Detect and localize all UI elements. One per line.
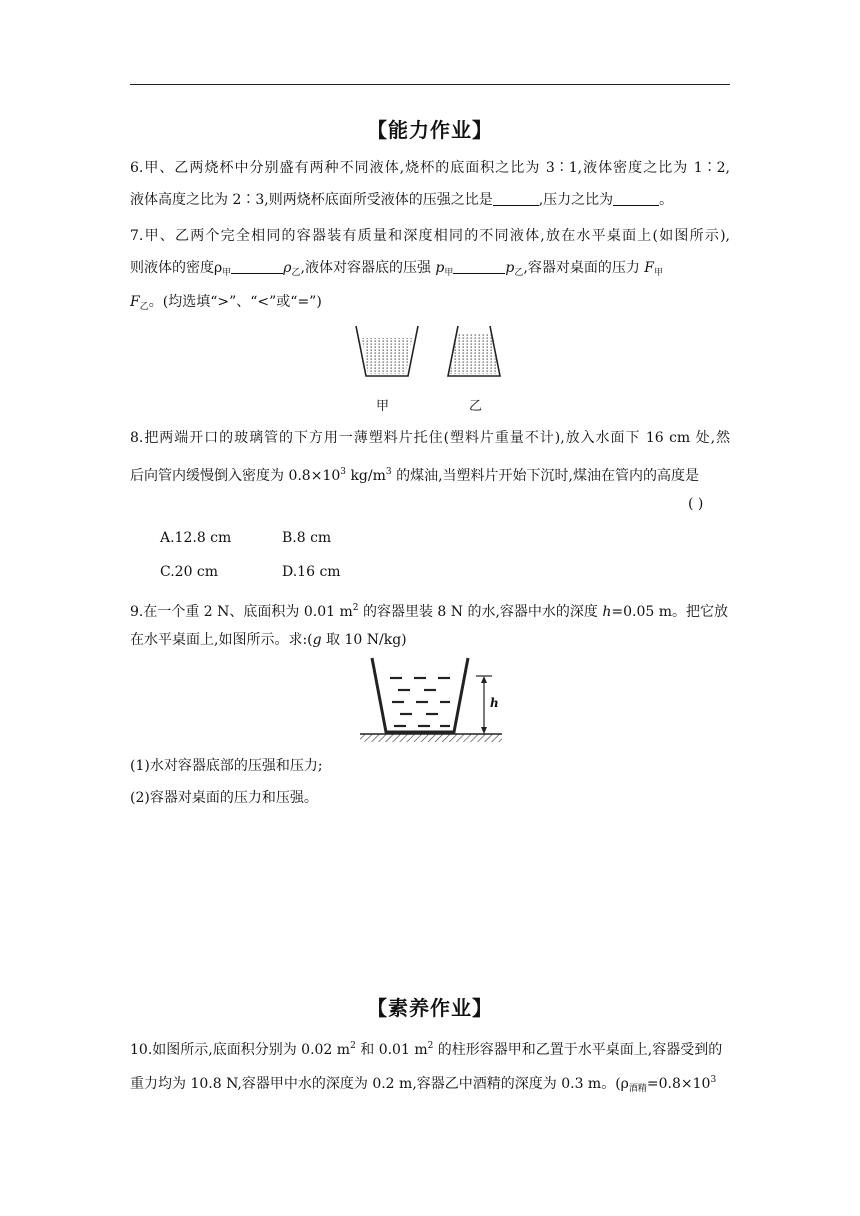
q7-sub-jia: 甲	[222, 268, 232, 278]
q7-p-symbol-2: p	[505, 260, 515, 276]
q10-text-d: 重力均为 10.8 N,容器甲中水的深度为 0.2 m,容器乙中酒精的深度为 0.3 m。(ρ	[130, 1076, 629, 1092]
q10-sub-alcohol: 酒精	[628, 1084, 647, 1094]
q9-part-2: (2)容器对桌面的压力和压强。	[130, 790, 318, 806]
q8-option-d[interactable]: D.16 cm	[282, 564, 341, 580]
q9-figure	[358, 656, 504, 748]
q7-sub-yi-2: 乙	[514, 268, 524, 278]
q7-sub-jia-2: 甲	[444, 268, 454, 278]
caption-jia: 甲	[376, 399, 390, 414]
q7-sub-yi-3: 乙	[139, 302, 149, 312]
q8-text-b: kg/m	[346, 468, 386, 484]
q7-line-3	[130, 292, 730, 317]
q10-sup-2: 2	[350, 1041, 356, 1051]
q7-blank-density[interactable]	[231, 259, 283, 274]
q10-text-c: 的柱形容器甲和乙置于水平桌面上,容器受到的	[433, 1042, 723, 1058]
q6-line-1: 6.甲、乙两烧杯中分别盛有两种不同液体,烧杯的底面积之比为 3∶1,液体密度之比为 1∶2,	[130, 160, 730, 176]
q9-h-symbol: h	[602, 604, 612, 620]
section-heading-literacy: 【素养作业】	[367, 996, 493, 1020]
q9-line-1	[130, 598, 730, 622]
q10-text-a: 10.如图所示,底面积分别为 0.02 m	[130, 1042, 351, 1058]
q6-text-b: ,压力之比为	[538, 192, 614, 208]
q9-text-e: 取 10 N/kg)	[321, 632, 407, 648]
q7-sub-jia-3: 甲	[654, 268, 664, 278]
q8-line-2	[130, 462, 730, 486]
q7-text-b: ,液体对容器底的压强	[300, 260, 436, 276]
q10-line-2	[130, 1070, 730, 1099]
q9-text-d: 在水平桌面上,如图所示。求:(	[130, 632, 313, 648]
q9-figure-label-h: h	[490, 696, 499, 710]
q7-rho-symbol: ρ	[283, 260, 292, 276]
q7-line-2	[130, 258, 730, 283]
caption-yi: 乙	[469, 399, 483, 414]
q8-option-c[interactable]: C.20 cm	[160, 564, 219, 580]
container-yi	[448, 326, 500, 376]
q7-sub-yi: 乙	[291, 268, 301, 278]
q9-text-b: 的容器里装 8 N 的水,容器中水的深度	[358, 604, 603, 620]
q7-F-symbol: F	[644, 260, 654, 276]
section-heading-ability: 【能力作业】	[367, 118, 493, 142]
q6-blank-force-ratio[interactable]	[613, 191, 659, 206]
q7-blank-pressure[interactable]	[453, 259, 505, 274]
q7-p-symbol: p	[435, 260, 445, 276]
q9-part-1: (1)水对容器底部的压强和压力;	[130, 758, 323, 774]
q8-answer-parenthesis[interactable]: ( )	[688, 496, 704, 512]
q6-text-c: 。	[659, 192, 674, 208]
q8-sup-3b: 3	[385, 467, 392, 477]
q10-line-1	[130, 1036, 730, 1060]
q6-blank-pressure-ratio[interactable]	[493, 191, 539, 206]
q8-text-a: 后向管内缓慢倒入密度为 0.8×10	[130, 468, 341, 484]
q10-text-e: =0.8×10	[646, 1076, 711, 1092]
table-surface	[360, 734, 502, 742]
q7-text-c: ,容器对桌面的压力	[523, 260, 645, 276]
q7-figure	[354, 322, 514, 382]
container-jia	[356, 326, 418, 376]
water-container	[372, 658, 468, 732]
q10-sup-2b: 2	[427, 1041, 434, 1051]
q9-line-2	[130, 630, 730, 650]
q9-sup-2: 2	[352, 603, 359, 613]
q8-sup-3: 3	[340, 467, 346, 477]
q9-text-c: =0.05 m。把它放	[611, 604, 729, 620]
q7-text-a: 则液体的密度ρ	[130, 260, 223, 276]
q10-sup-3: 3	[710, 1075, 717, 1085]
q9-g-symbol: g	[312, 632, 322, 648]
q8-line-1: 8.把两端开口的玻璃管的下方用一薄塑料片托住(塑料片重量不计),放入水面下 16 cm 处,然	[130, 430, 730, 446]
q7-text-d: 。(均选填“>”、“<”或“=”)	[148, 294, 322, 310]
q6-text-a: 液体高度之比为 2∶3,则两烧杯底面所受液体的压强之比是	[130, 192, 493, 208]
q8-option-a[interactable]: A.12.8 cm	[160, 530, 232, 546]
q6-line-2	[130, 190, 730, 210]
q7-F-symbol-2: F	[130, 294, 140, 310]
q9-text-a: 9.在一个重 2 N、底面积为 0.01 m	[130, 604, 353, 620]
header-rule	[130, 84, 730, 85]
q8-option-b[interactable]: B.8 cm	[282, 530, 332, 546]
q8-text-c: 的煤油,当塑料片开始下沉时,煤油在管内的高度是	[391, 468, 699, 484]
q10-text-b: 和 0.01 m	[355, 1042, 428, 1058]
q7-line-1: 7.甲、乙两个完全相同的容器装有质量和深度相同的不同液体,放在水平桌面上(如图所示),	[130, 228, 730, 244]
